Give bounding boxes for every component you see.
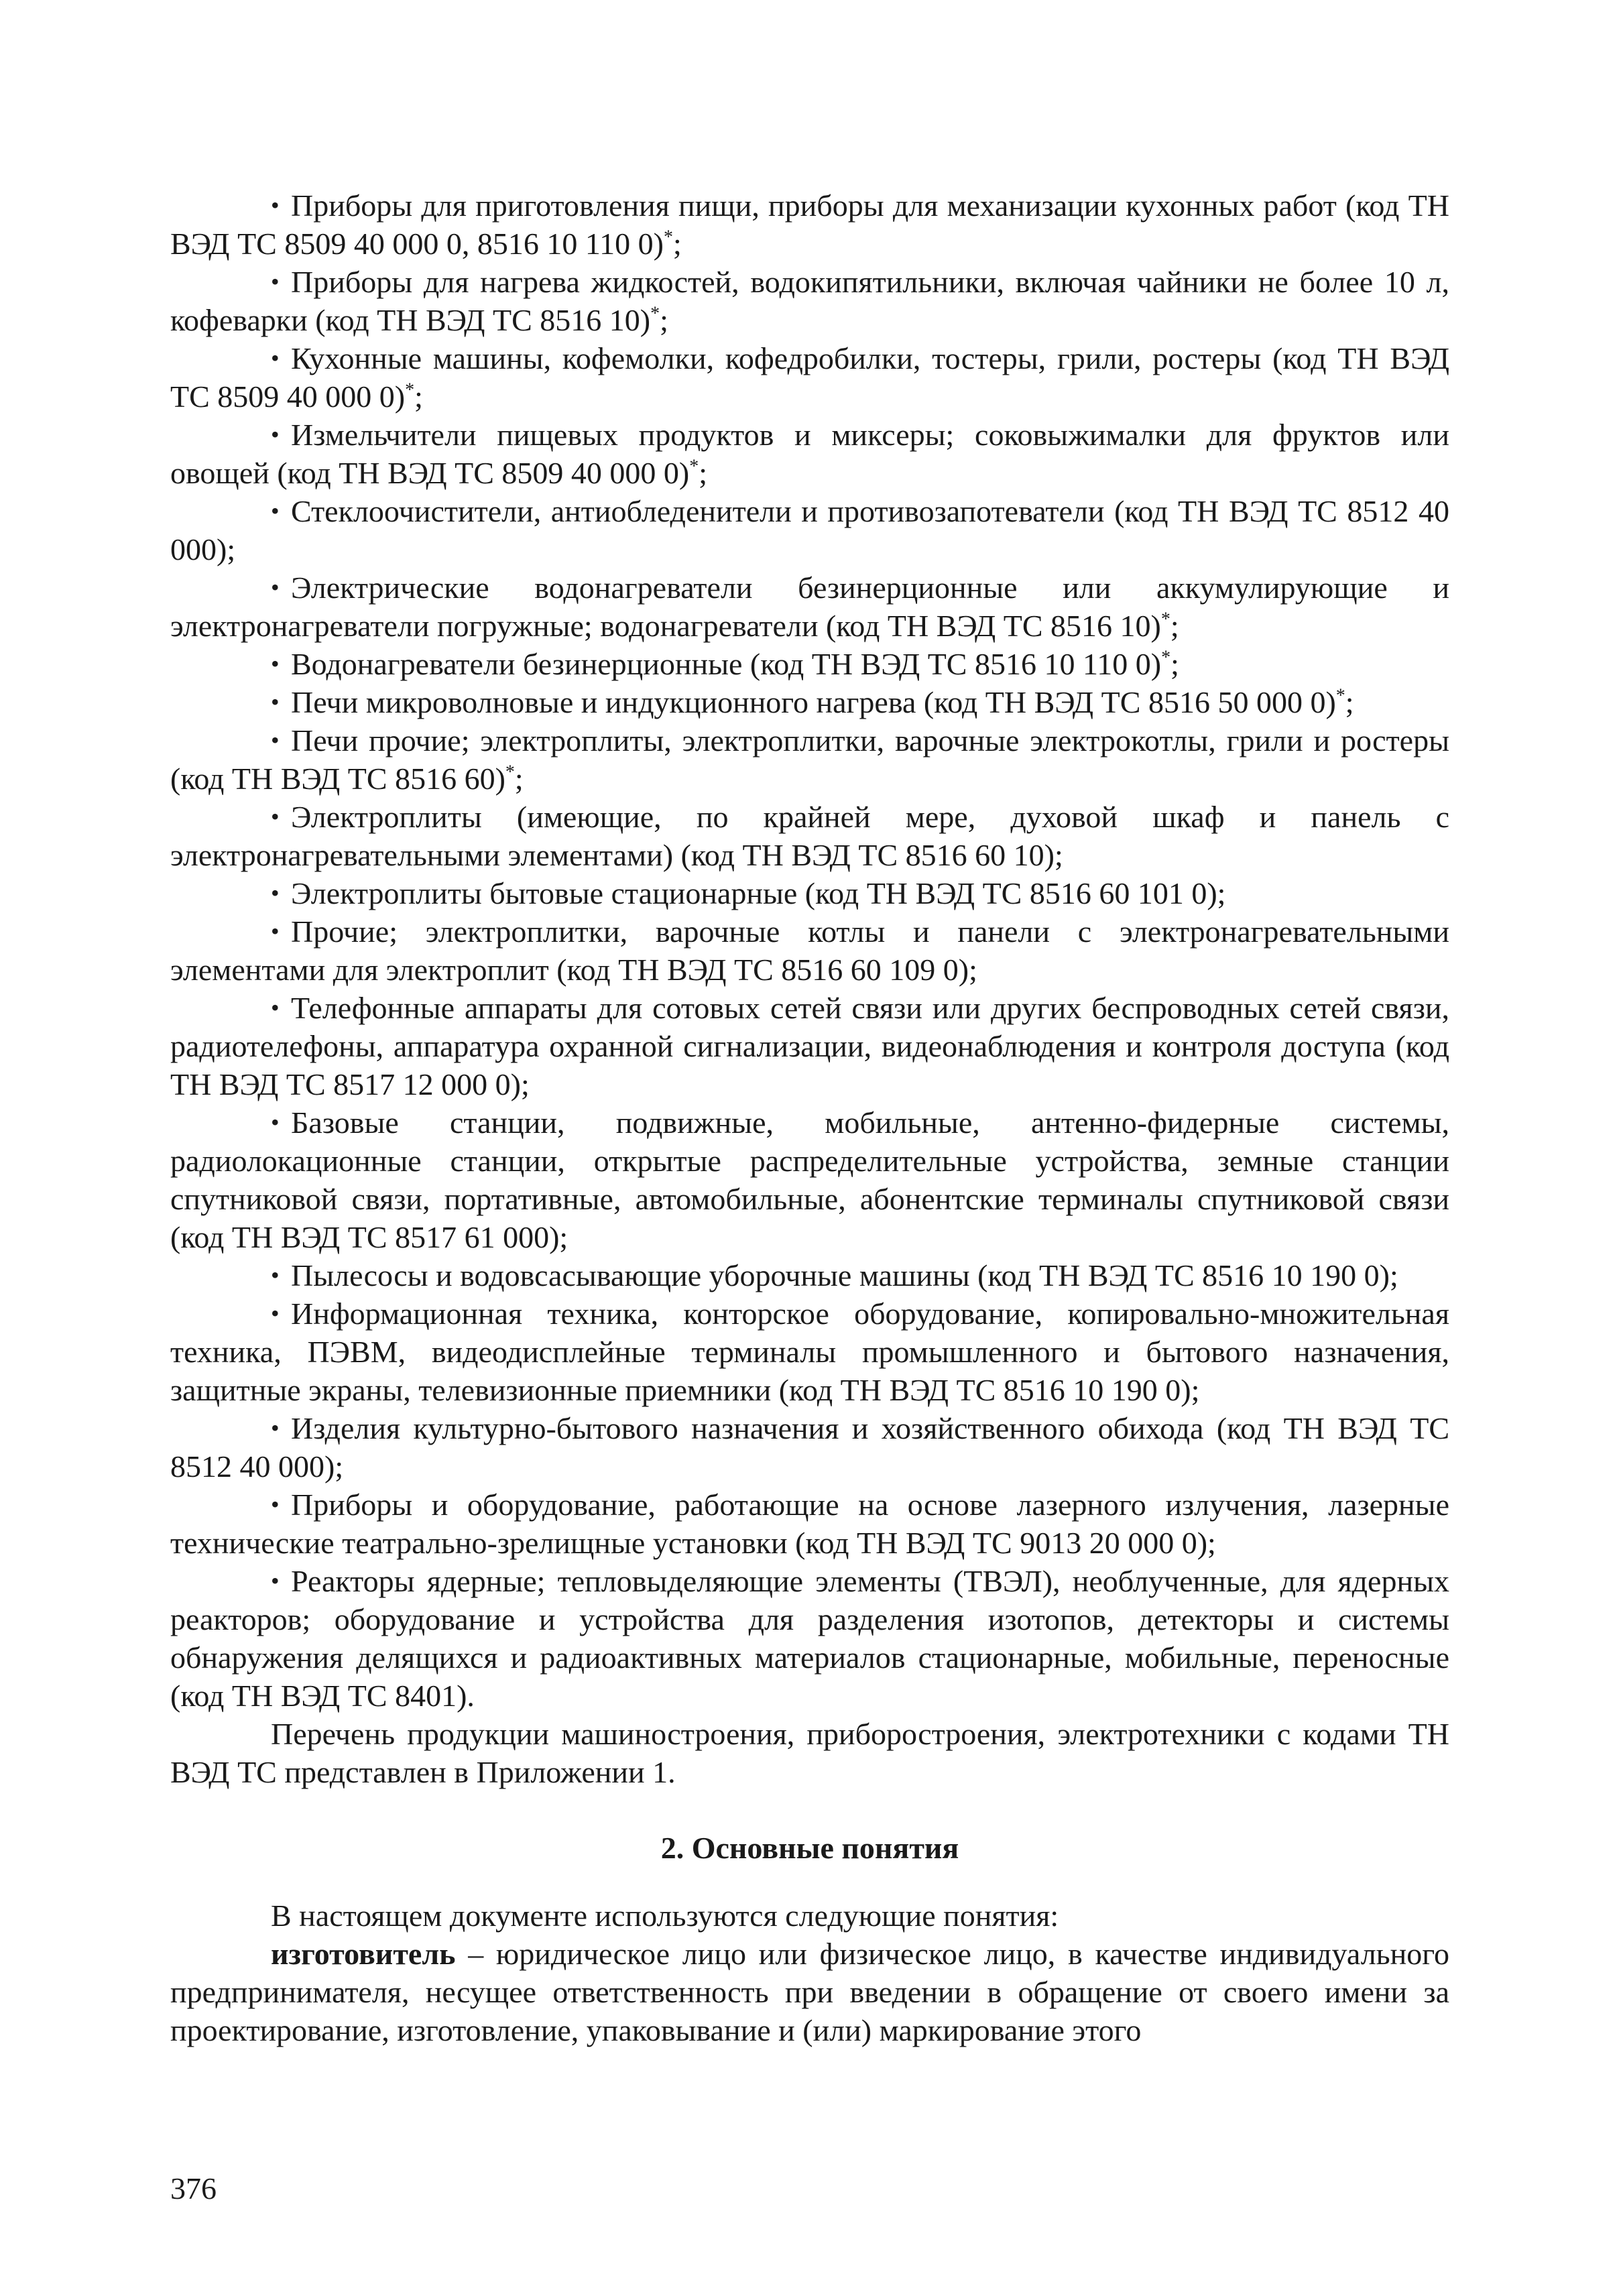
bullet-end: ; xyxy=(514,762,524,796)
bullet-text: Водонагреватели безинерционные (код ТН ВЭД ТС 8516 10 110 0) xyxy=(291,647,1162,681)
bullet-icon: • xyxy=(271,574,280,601)
bullet-text: Информационная техника, конторское оборудование, копировально-множительная техника, ПЭВМ, видеодисплейные терминалы промышленного и бытового назначения, защитные экраны, телевизионные приемники (код ТН ВЭД ТС 8516 10 190 0); xyxy=(170,1296,1449,1407)
bullet-text: Изделия культурно-бытового назначения и хозяйственного обихода (код ТН ВЭД ТС 8512 40 000); xyxy=(170,1411,1449,1484)
bullet-item xyxy=(170,186,1449,263)
bullet-icon: • xyxy=(271,1414,280,1441)
section-title: 2. Основные понятия xyxy=(660,1831,959,1865)
bullet-text: Приборы для нагрева жидкостей, водокипятильники, включая чайники не более 10 л, кофеварки (код ТН ВЭД ТС 8516 10) xyxy=(170,265,1449,337)
footnote-star: * xyxy=(650,303,660,324)
bullet-icon: • xyxy=(271,1109,280,1136)
bullet-icon: • xyxy=(271,1491,280,1518)
bullet-footnote xyxy=(650,303,668,337)
definition-paragraph xyxy=(170,1935,1449,2049)
bullet-end: ; xyxy=(414,379,423,414)
footnote-star: * xyxy=(405,379,415,401)
bullet-item xyxy=(170,263,1449,339)
bullet-footnote xyxy=(1336,685,1354,719)
bullet-end: ; xyxy=(672,227,682,261)
bullet-text: Измельчители пищевых продуктов и миксеры; соковыжималки для фруктов или овощей (код ТН ВЭД ТС 8509 40 000 0) xyxy=(170,418,1449,490)
bullet-text: Приборы для приготовления пищи, приборы для механизации кухонных работ (код ТН ВЭД ТС 8509 40 000 0, 8516 10 110 0) xyxy=(170,188,1449,261)
bullet-text: Прочие; электроплитки, варочные котлы и панели с электронагревательными элементами для электроплит (код ТН ВЭД ТС 8516 60 109 0); xyxy=(170,914,1449,987)
bullet-icon: • xyxy=(271,421,280,448)
bullet-item xyxy=(170,492,1449,568)
bullet-text: Базовые станции, подвижные, мобильные, антенно-фидерные системы, радиолокационные станции, открытые распределительные устройства, земные станции спутниковой связи, портативные, автомобильные, абонентские терминалы спутниковой связи (код ТН ВЭД ТС 8517 61 000); xyxy=(170,1105,1449,1254)
bullet-icon: • xyxy=(271,1567,280,1594)
bullet-text: Печи микроволновые и индукционного нагрева (код ТН ВЭД ТС 8516 50 000 0) xyxy=(291,685,1336,719)
bullet-item xyxy=(170,798,1449,874)
bullet-item xyxy=(170,1562,1449,1715)
footnote-star: * xyxy=(1160,609,1170,630)
bullet-footnote xyxy=(405,379,423,414)
bullet-icon: • xyxy=(271,192,280,219)
bullet-item xyxy=(170,1256,1449,1294)
document-body xyxy=(170,186,1449,2049)
bullet-item xyxy=(170,912,1449,989)
bullet-item xyxy=(170,683,1449,721)
bullet-icon: • xyxy=(271,1300,280,1327)
bullet-end: ; xyxy=(699,456,708,490)
bullet-text: Печи прочие; электроплиты, электроплитки, варочные электрокотлы, грили и ростеры (код ТН ВЭД ТС 8516 60) xyxy=(170,723,1449,796)
bullet-item xyxy=(170,568,1449,645)
bullet-text: Электрические водонагреватели безинерционные или аккумулирующие и электронагреватели погружные; водонагреватели (код ТН ВЭД ТС 8516 10) xyxy=(170,570,1449,643)
bullet-icon: • xyxy=(271,345,280,371)
intro-paragraph: В настоящем документе используются следующие понятия: xyxy=(271,1898,1059,1933)
bullet-footnote xyxy=(1161,609,1179,643)
bullet-text: Приборы и оборудование, работающие на основе лазерного излучения, лазерные технические театрально-зрелищные установки (код ТН ВЭД ТС 9013 20 000 0); xyxy=(170,1488,1449,1560)
footnote-star: * xyxy=(689,456,699,477)
bullet-item xyxy=(170,1103,1449,1256)
appendix-note: Перечень продукции машиностроения, приборостроения, электротехники с кодами ТН ВЭД ТС представлен в Приложении 1. xyxy=(170,1717,1449,1789)
bullet-icon: • xyxy=(271,727,280,753)
bullet-end: ; xyxy=(1170,647,1179,681)
bullet-item xyxy=(170,989,1449,1103)
bullet-icon: • xyxy=(271,918,280,945)
footnote-star: * xyxy=(1161,647,1171,668)
bullet-text: Электроплиты бытовые стационарные (код ТН ВЭД ТС 8516 60 101 0); xyxy=(291,876,1226,910)
bullet-icon: • xyxy=(271,650,280,677)
bullet-text: Стеклоочистители, антиобледенители и противозапотеватели (код ТН ВЭД ТС 8512 40 000); xyxy=(170,494,1449,566)
bullet-icon: • xyxy=(271,268,280,295)
bullet-item xyxy=(170,874,1449,912)
footnote-star: * xyxy=(505,762,515,783)
bullet-item xyxy=(170,645,1449,683)
bullet-icon: • xyxy=(271,880,280,906)
bullet-footnote xyxy=(1161,647,1179,681)
page-number: 376 xyxy=(170,2171,217,2206)
bullet-icon: • xyxy=(271,803,280,830)
bullet-text: Пылесосы и водовсасывающие уборочные машины (код ТН ВЭД ТС 8516 10 190 0); xyxy=(291,1258,1398,1292)
bullet-item xyxy=(170,416,1449,492)
bullet-item xyxy=(170,721,1449,798)
definition-text: – юридическое лицо или физическое лицо, в качестве индивидуального предпринимателя, несущее ответственность при введении в обращение от своего имени за проектирование, изготовление, упаковывание и (или) маркирование этого xyxy=(170,1937,1449,2047)
bullet-icon: • xyxy=(271,994,280,1021)
footnote-star: * xyxy=(663,227,673,248)
bullet-icon: • xyxy=(271,497,280,524)
bullet-footnote xyxy=(689,456,707,490)
bullet-icon: • xyxy=(271,688,280,715)
bullet-item xyxy=(170,1409,1449,1486)
bullet-item xyxy=(170,1294,1449,1409)
bullet-end: ; xyxy=(660,303,668,337)
bullet-end: ; xyxy=(1170,609,1179,643)
bullet-text: Реакторы ядерные; тепловыделяющие элементы (ТВЭЛ), необлученные, для ядерных реакторов; оборудование и устройства для разделения изотопов, детекторы и системы обнаружения делящихся и радиоактивных материалов стационарные, мобильные, переносные (код ТН ВЭД ТС 8401). xyxy=(170,1564,1449,1713)
footnote-star: * xyxy=(1335,685,1345,707)
bullet-footnote xyxy=(664,227,682,261)
bullet-list xyxy=(170,186,1449,1715)
bullet-text: Телефонные аппараты для сотовых сетей связи или других беспроводных сетей связи, радиотелефоны, аппаратура охранной сигнализации, видеонаблюдения и контроля доступа (код ТН ВЭД ТС 8517 12 000 0); xyxy=(170,991,1449,1101)
bullet-footnote xyxy=(505,762,524,796)
bullet-item xyxy=(170,1486,1449,1562)
bullet-item xyxy=(170,339,1449,416)
definition-term: изготовитель xyxy=(271,1937,456,1971)
bullet-text: Кухонные машины, кофемолки, кофедробилки, тостеры, грили, ростеры (код ТН ВЭД ТС 8509 40 000 0) xyxy=(170,341,1449,414)
bullet-icon: • xyxy=(271,1262,280,1288)
bullet-text: Электроплиты (имеющие, по крайней мере, духовой шкаф и панель с электронагревательными элементами) (код ТН ВЭД ТС 8516 60 10); xyxy=(170,800,1449,872)
bullet-end: ; xyxy=(1345,685,1354,719)
